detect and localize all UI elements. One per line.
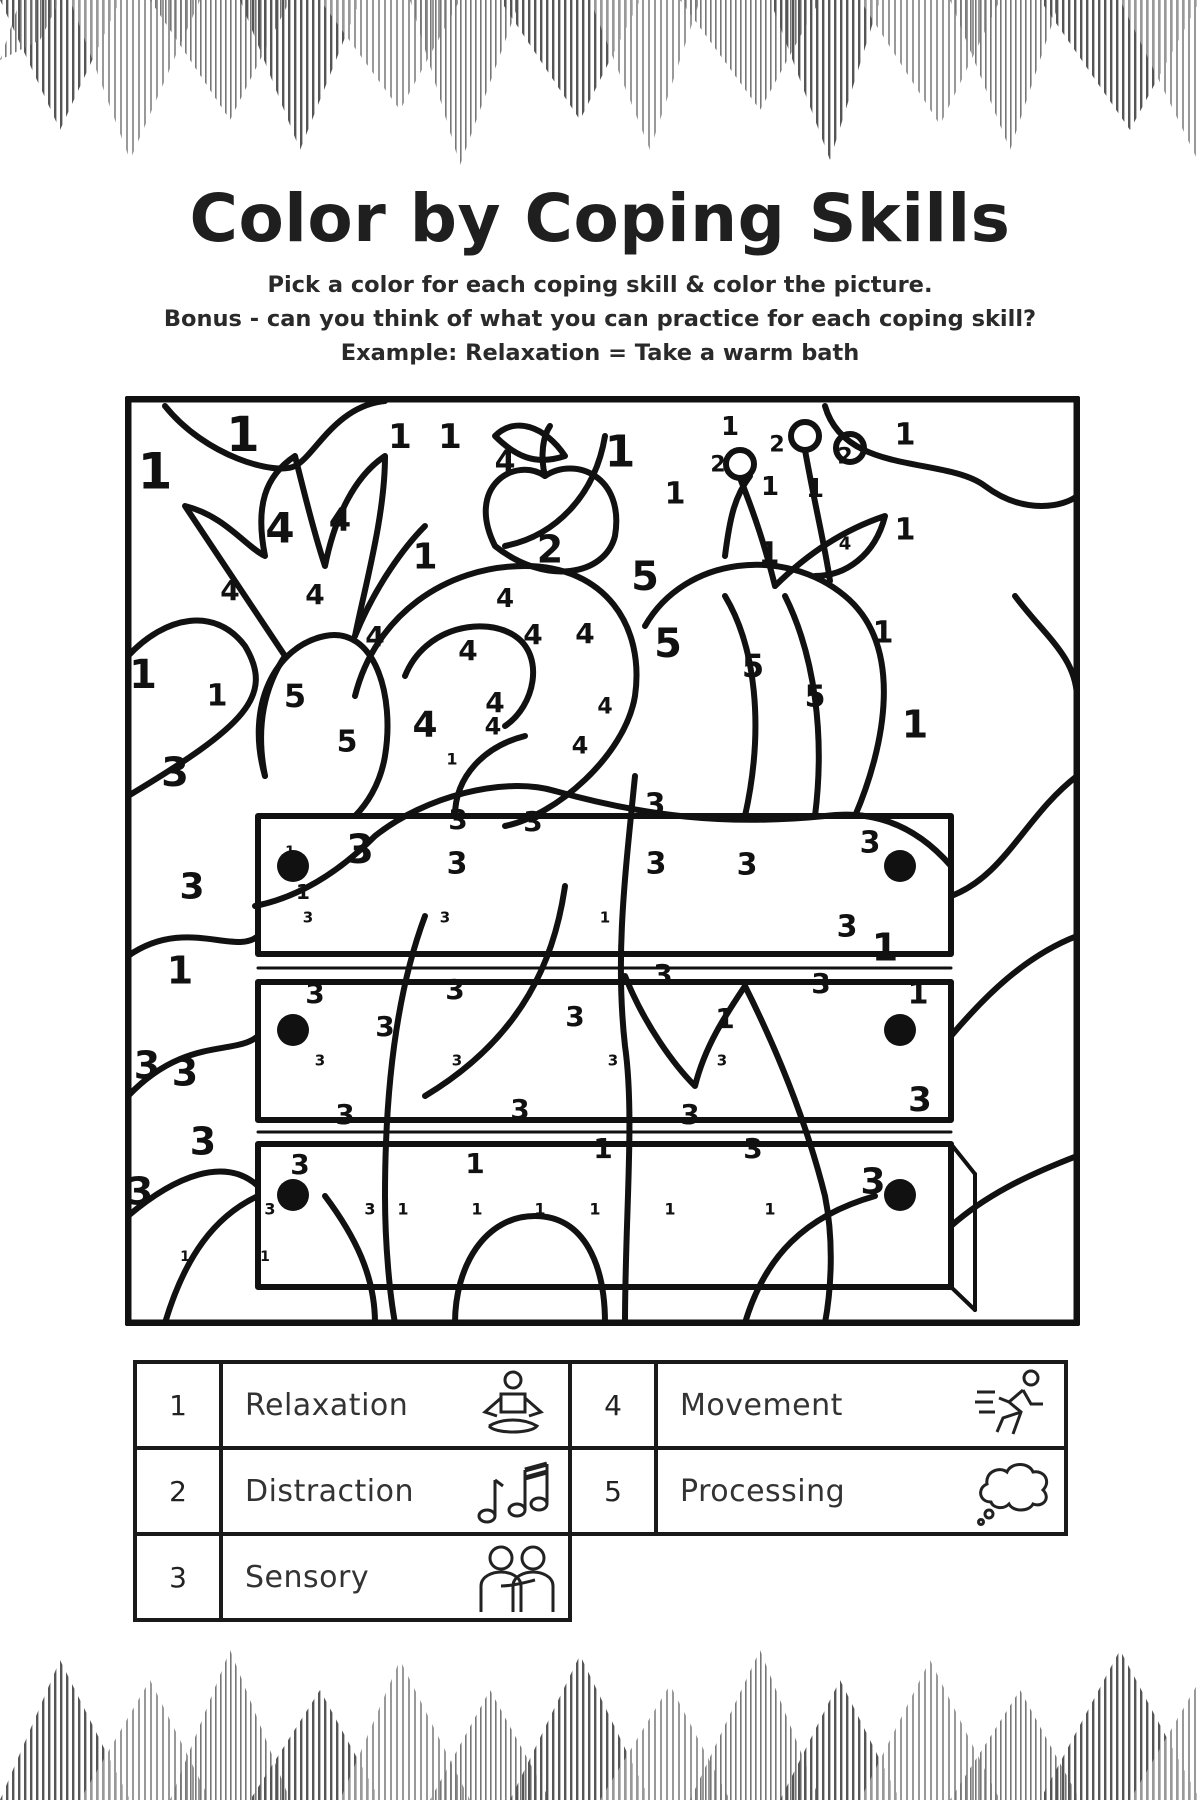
legend-label: Movement bbox=[654, 1360, 1068, 1450]
region-number: 3 bbox=[908, 1079, 932, 1120]
region-number: 1 bbox=[907, 976, 929, 1012]
region-number: 3 bbox=[653, 957, 673, 991]
legend-label: Relaxation bbox=[219, 1360, 572, 1450]
region-number: 4 bbox=[265, 503, 295, 553]
region-number: 2 bbox=[837, 444, 853, 470]
region-number: 1 bbox=[715, 1001, 735, 1035]
region-number: 4 bbox=[575, 616, 595, 650]
legend-label: Distraction bbox=[219, 1446, 572, 1536]
region-number: 6 bbox=[895, 1022, 905, 1039]
region-number: 3 bbox=[305, 976, 325, 1010]
instruction-line: Pick a color for each coping skill & color the picture. bbox=[267, 272, 933, 298]
region-number: 3 bbox=[860, 1161, 886, 1203]
region-number: 1 bbox=[604, 426, 636, 478]
region-number: 3 bbox=[161, 750, 189, 796]
region-number: 1 bbox=[206, 678, 228, 714]
region-number: 6 bbox=[895, 1187, 905, 1204]
region-number: 3 bbox=[171, 1050, 199, 1095]
region-number: 1 bbox=[764, 1199, 776, 1219]
region-number: 1 bbox=[397, 1199, 409, 1219]
region-number: 4 bbox=[838, 533, 852, 555]
region-number: 1 bbox=[288, 1022, 298, 1039]
region-number: 3 bbox=[451, 1051, 463, 1070]
region-number: 3 bbox=[133, 1043, 161, 1088]
page-title: Color by Coping Skills bbox=[189, 180, 1011, 257]
region-number: 4 bbox=[494, 444, 516, 480]
region-number: 1 bbox=[471, 1199, 483, 1219]
region-number: 4 bbox=[523, 617, 543, 651]
region-number: 1 bbox=[895, 858, 905, 875]
legend-number: 3 bbox=[133, 1532, 223, 1622]
region-number: 3 bbox=[179, 866, 205, 908]
hugging-people-icon bbox=[473, 1540, 563, 1616]
region-number: 3 bbox=[446, 846, 468, 882]
region-number: 1 bbox=[534, 1199, 546, 1219]
region-number: 4 bbox=[485, 685, 505, 719]
region-number: 1 bbox=[137, 442, 173, 501]
region-number: 3 bbox=[264, 1199, 276, 1219]
region-number: 1 bbox=[664, 1199, 676, 1219]
region-number: 3 bbox=[680, 1097, 700, 1131]
instructions bbox=[0, 268, 1200, 370]
region-number: 1 bbox=[296, 880, 310, 904]
region-number: 4 bbox=[305, 577, 325, 611]
region-number: 3 bbox=[335, 1097, 355, 1131]
region-number: 1 bbox=[166, 948, 194, 993]
region-number: 3 bbox=[743, 1131, 763, 1165]
region-number: 1 bbox=[871, 925, 899, 970]
decorative-bottom-pattern bbox=[0, 1640, 1200, 1800]
region-number: 1 bbox=[593, 1131, 613, 1165]
region-number: 4 bbox=[458, 633, 478, 667]
region-number: 1 bbox=[805, 474, 825, 505]
region-number: 1 bbox=[758, 536, 780, 572]
legend-number: 2 bbox=[133, 1446, 223, 1536]
region-number: 1 bbox=[438, 416, 462, 457]
region-number: 1 bbox=[288, 858, 298, 875]
legend-number: 4 bbox=[568, 1360, 658, 1450]
region-number: 1 bbox=[465, 1146, 485, 1180]
region-number: 1 bbox=[129, 652, 157, 698]
region-number: 5 bbox=[283, 677, 307, 716]
region-number: 1 bbox=[894, 417, 916, 453]
region-number: 3 bbox=[445, 972, 465, 1006]
region-number: 1 bbox=[180, 1248, 190, 1265]
instruction-line: Bonus - can you think of what you can practice for each coping skill? bbox=[163, 306, 1037, 332]
legend-label: Processing bbox=[654, 1446, 1068, 1536]
region-number: 1 bbox=[872, 615, 894, 651]
region-number: 2 bbox=[710, 452, 726, 478]
region-number: 5 bbox=[654, 621, 682, 667]
region-number: 6 bbox=[288, 1187, 298, 1204]
instruction-line: Example: Relaxation = Take a warm bath bbox=[340, 340, 860, 366]
region-number: 4 bbox=[220, 573, 240, 607]
region-number: 3 bbox=[607, 1051, 619, 1070]
region-number: 3 bbox=[189, 1119, 217, 1164]
region-number: 1 bbox=[285, 843, 295, 860]
region-number: 4 bbox=[495, 584, 515, 615]
region-number: 3 bbox=[736, 847, 758, 883]
region-number: 4 bbox=[412, 704, 438, 746]
region-number: 1 bbox=[760, 472, 780, 503]
region-number: 3 bbox=[716, 1051, 728, 1070]
legend-number: 1 bbox=[133, 1360, 223, 1450]
region-number: 3 bbox=[523, 804, 543, 838]
region-number: 3 bbox=[510, 1092, 530, 1126]
legend-number: 5 bbox=[568, 1446, 658, 1536]
region-number: 3 bbox=[811, 966, 831, 1000]
region-number: 1 bbox=[388, 416, 412, 457]
region-number: 3 bbox=[565, 999, 585, 1033]
region-number: 3 bbox=[302, 908, 314, 927]
region-number: 4 bbox=[571, 731, 589, 760]
region-number: 1 bbox=[446, 749, 458, 769]
region-number: 1 bbox=[226, 406, 260, 463]
decorative-top-pattern bbox=[0, 0, 1200, 175]
region-number: 1 bbox=[589, 1199, 601, 1219]
region-number: 5 bbox=[741, 647, 765, 686]
region-number: 1 bbox=[664, 476, 686, 512]
region-number: 3 bbox=[314, 1051, 326, 1070]
region-number: 4 bbox=[365, 619, 385, 653]
region-number: 3 bbox=[859, 825, 881, 861]
region-number: 4 bbox=[328, 501, 352, 540]
region-number: 1 bbox=[901, 702, 929, 747]
region-number: 3 bbox=[126, 1169, 154, 1214]
coloring-picture[interactable] bbox=[125, 396, 1080, 1326]
region-number: 2 bbox=[536, 527, 564, 572]
region-number: 3 bbox=[290, 1147, 310, 1181]
region-number: 1 bbox=[720, 412, 740, 443]
region-number: 1 bbox=[894, 512, 916, 548]
legend-label: Sensory bbox=[219, 1532, 572, 1622]
running-person-icon bbox=[973, 1368, 1053, 1442]
region-number: 3 bbox=[448, 802, 468, 836]
region-number: 3 bbox=[836, 909, 858, 945]
region-number: 3 bbox=[439, 908, 451, 927]
meditation-icon bbox=[473, 1368, 553, 1442]
music-notes-icon bbox=[473, 1456, 553, 1530]
region-number: 5 bbox=[336, 724, 358, 760]
region-number: 5 bbox=[631, 554, 659, 600]
region-number: 1 bbox=[412, 536, 438, 578]
region-number: 3 bbox=[364, 1199, 376, 1219]
region-number: 4 bbox=[484, 712, 502, 741]
region-number: 5 bbox=[804, 679, 826, 715]
thought-cloud-icon bbox=[973, 1456, 1053, 1530]
region-number: 1 bbox=[599, 908, 611, 927]
region-number: 2 bbox=[769, 432, 785, 458]
region-number: 4 bbox=[597, 694, 613, 720]
region-number: 3 bbox=[375, 1009, 395, 1043]
region-number: 1 bbox=[260, 1248, 270, 1265]
region-number: 3 bbox=[645, 846, 667, 882]
region-number: 3 bbox=[644, 787, 666, 823]
region-number: 3 bbox=[346, 827, 374, 873]
